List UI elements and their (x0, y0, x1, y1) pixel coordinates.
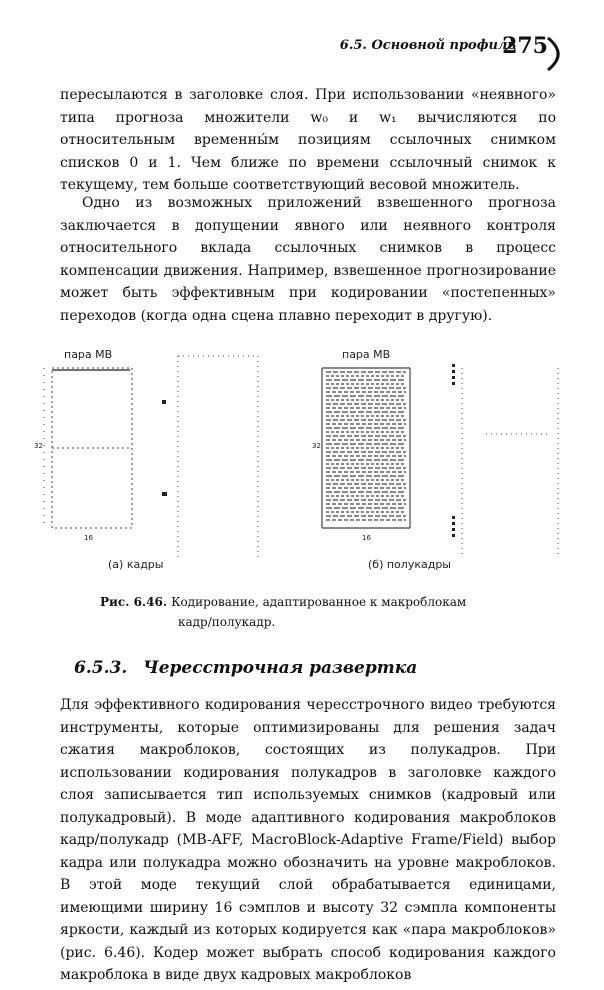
left-width-label: 16 (84, 534, 93, 542)
page-number: 275 (502, 33, 548, 59)
paragraph-weighted-prediction: пересылаются в заголовке слоя. При использовании «неявного» типа прогноза множители w₀ и w₁ вычисляются по относительным временны́м позициям ссылочных снимком списков 0 и 1. Чем ближе по времени ссылочный снимок к текущему, тем больше соответствующий весовой множитель. (60, 87, 556, 193)
right-width-label: 16 (362, 534, 371, 542)
right-field-marks-top (452, 364, 455, 385)
figure-mb-aff (30, 340, 590, 585)
right-panel-title: пара MB (342, 348, 391, 361)
left-macroblock-pair (52, 368, 132, 528)
left-panel-title: пара MB (64, 348, 113, 361)
figure-caption-line2: кадр/полукадр. (178, 615, 276, 629)
right-field-marks-bottom (452, 516, 455, 537)
paragraph-interlaced: Для эффективного кодирования чересстрочного видео требуются инструменты, которые оптимизированы для решения задач сжатия макроблоков, состоящих из полукадров. При использовании кодирования полукадров в заголовке каждого слоя записывается тип используемых снимков (кадровый или полукадровый). В моде адаптивного кодирования макроблоков кадр/полукадр (MB-AFF, MacroBlock-Adaptive Frame/Field) выбор кадра или полукадра можно обозначить на уровне макроблоков. В этой моде текущий слой обрабатывается единицами, имеющими ширину 16 сэмплов и высоту 32 сэмпла компоненты яркости, каждый из которых кодируется как «пара макроблоков» (рис. 6.46). Кодер может выбрать способ кодирования каждого макроблока в виде двух кадровых макроблоков (60, 697, 556, 983)
paragraph-weighted-prediction-application: Одно из возможных приложений взвешенного прогноза заключается в допущении явного или неявного контроля относительного вклада ссылочных снимков в процесс компенсации движения. Например, взвешенное прогнозирование может быть эффективным при кодировании «постепенных» переходов (когда одна сцена плавно переходит в другую). (60, 195, 556, 324)
left-mark-2 (162, 492, 167, 496)
right-panel-caption: (б) полукадры (368, 558, 451, 571)
section-title: Чересстрочная развертка (143, 658, 418, 678)
figure-caption-label: Рис. 6.46. (100, 595, 167, 609)
page-header (0, 32, 604, 72)
left-panel-diagram (44, 356, 258, 558)
left-mark-1 (162, 400, 166, 404)
right-height-label: 32 (312, 442, 321, 450)
left-panel-caption: (а) кадры (108, 558, 164, 571)
right-macroblock-pair (322, 368, 410, 528)
page-number-decoration (546, 36, 570, 72)
section-number: 6.5.3. (74, 658, 128, 678)
left-height-label: 32 (34, 442, 43, 450)
figure-caption-line1: Кодирование, адаптированное к макроблокам (171, 595, 467, 609)
right-panel-diagram (322, 364, 558, 558)
section-heading (74, 658, 417, 678)
running-head: 6.5. Основной профиль (339, 38, 516, 53)
right-field-outline (462, 368, 558, 558)
figure-diagram (30, 340, 590, 585)
figure-caption (100, 592, 520, 632)
left-frame-outline (178, 356, 258, 558)
